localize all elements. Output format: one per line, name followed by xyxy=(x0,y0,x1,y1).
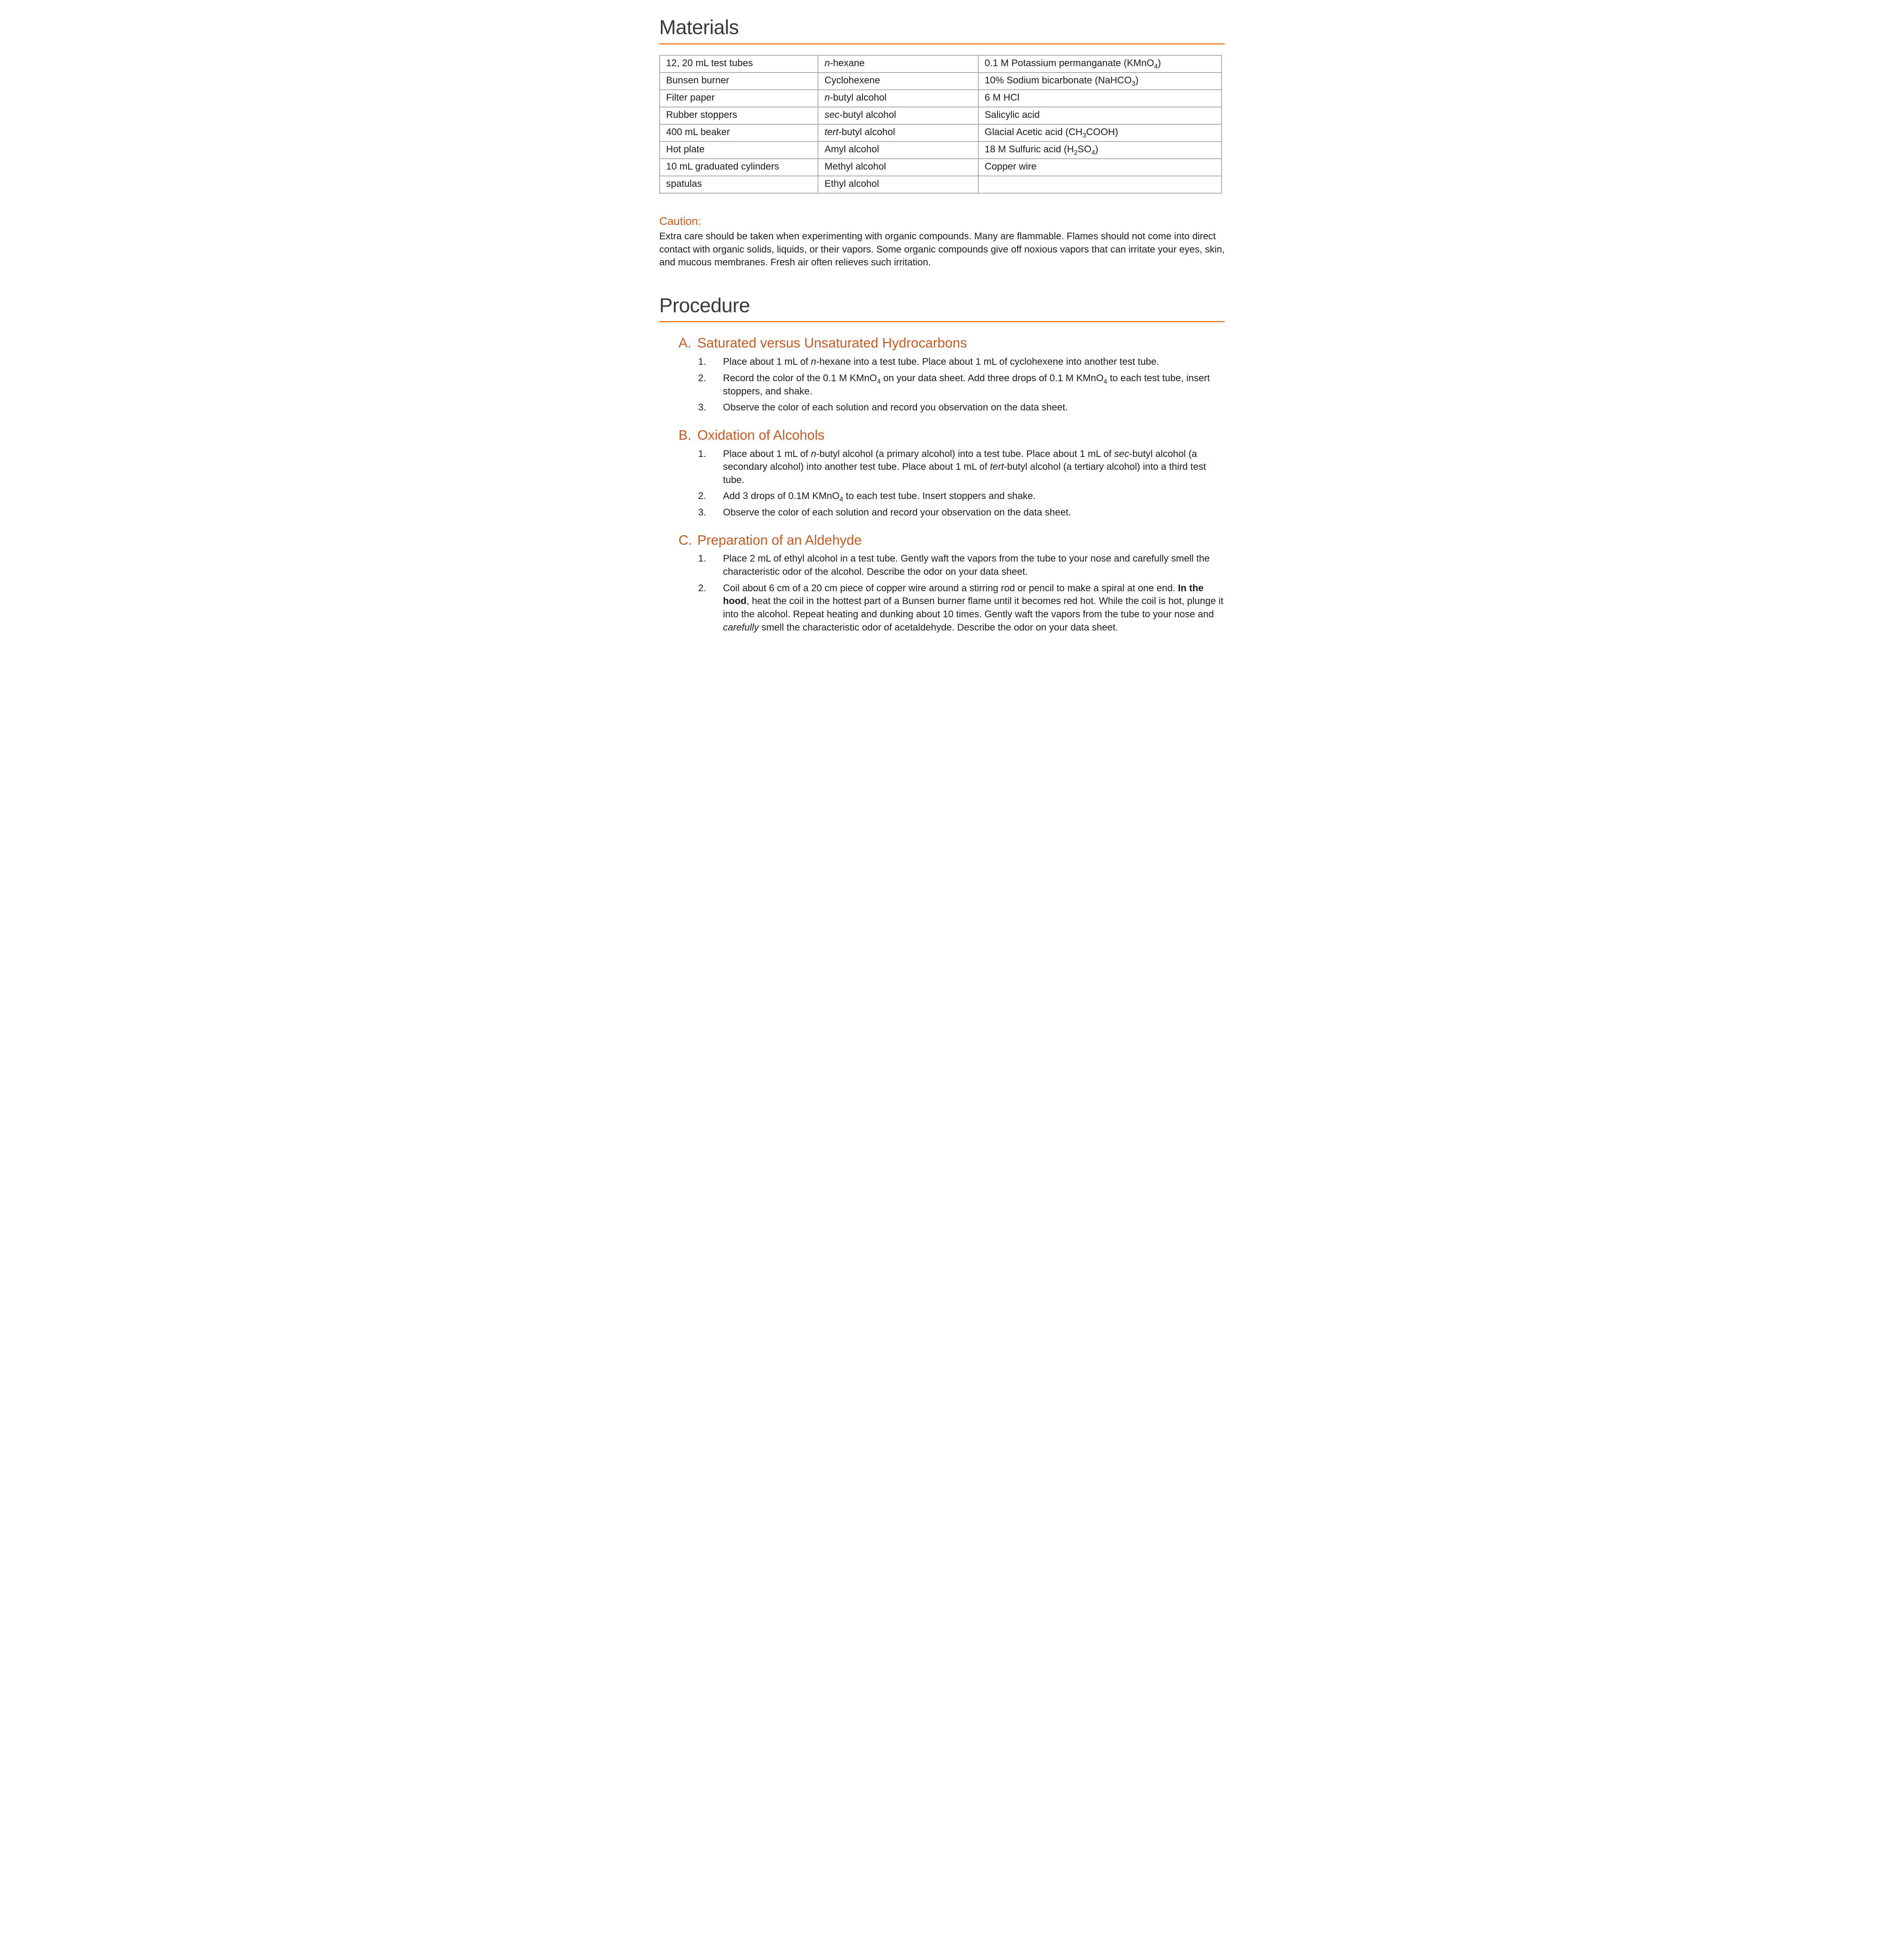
table-cell: 0.1 M Potassium permanganate (KMnO$_4$) xyxy=(978,55,1222,73)
procedure-accent-rule xyxy=(659,321,1225,322)
step-text: Place about 1 mL of n-butyl alcohol (a primary alcohol) into a test tube. Place about 1 mL of sec-butyl alcohol (a secondary alcohol) into another test tube. Place about 1 mL of tert-butyl alcohol (a tertiary alcohol) into a third test tube. xyxy=(723,448,1206,485)
section-heading xyxy=(678,335,1225,352)
step-text: Add 3 drops of 0.1M KMnO$_4$ to each test tube. Insert stoppers and shake. xyxy=(723,491,1036,503)
procedure-heading: Procedure xyxy=(659,294,750,317)
table-cell xyxy=(978,176,1222,193)
step-text: Record the color of the 0.1 M KMnO$_4$ on your data sheet. Add three drops of 0.1 M KMnO$_4$ to each test tube, insert stoppers, and shake. xyxy=(723,372,1210,397)
table-row xyxy=(660,141,1222,159)
table-cell: 400 mL beaker xyxy=(660,124,818,141)
table-row xyxy=(660,55,1222,73)
step-list xyxy=(698,552,1225,634)
materials-accent-rule xyxy=(659,43,1225,44)
table-cell: Methyl alcohol xyxy=(818,159,978,176)
table-row xyxy=(660,90,1222,107)
step-list xyxy=(698,356,1225,414)
section-heading xyxy=(678,532,1225,549)
table-cell: n-butyl alcohol xyxy=(818,90,978,107)
step-item xyxy=(698,582,1225,634)
step-text: Coil about 6 cm of a 20 cm piece of copper wire around a stirring rod or pencil to make a spiral at one end. In the hood, heat the coil in the hottest part of a Bunsen burner flame until it becomes red hot. While the coil is hot, plunge it into the alcohol. Repeat heating and dunking about 10 times. Gently waft the vapors from the tube to your nose and carefully smell the characteristic odor of acetaldehyde. Describe the odor on your data sheet. xyxy=(723,582,1224,633)
section-title: Preparation of an Aldehyde xyxy=(697,532,862,548)
step-text: Place 2 mL of ethyl alcohol in a test tube. Gently waft the vapors from the tube to your nose and carefully smell the characteristic odor of the alcohol. Describe the odor on your data sheet. xyxy=(723,553,1210,578)
step-number: 2. xyxy=(698,372,707,384)
section-title: Oxidation of Alcohols xyxy=(697,427,825,443)
section-title: Saturated versus Unsaturated Hydrocarbons xyxy=(697,335,967,351)
step-item xyxy=(698,448,1225,487)
caution-heading: Caution: xyxy=(659,214,701,227)
step-number: 3. xyxy=(698,402,707,413)
table-cell: Filter paper xyxy=(660,90,818,107)
step-item xyxy=(698,356,1225,369)
table-cell: Amyl alcohol xyxy=(818,141,978,159)
materials-table-body xyxy=(660,55,1222,193)
step-item xyxy=(698,401,1225,414)
table-cell: tert-butyl alcohol xyxy=(818,124,978,141)
procedure-sections xyxy=(659,335,1225,634)
step-number: 1. xyxy=(698,553,707,564)
step-number: 2. xyxy=(698,582,707,594)
caution-block xyxy=(659,214,1225,269)
table-cell: sec-butyl alcohol xyxy=(818,107,978,124)
step-item xyxy=(698,506,1225,519)
table-cell: Cyclohexene xyxy=(818,73,978,90)
table-cell: 6 M HCl xyxy=(978,90,1222,107)
table-cell: 12, 20 mL test tubes xyxy=(660,55,818,73)
table-cell: Salicylic acid xyxy=(978,107,1222,124)
table-row xyxy=(660,159,1222,176)
table-row xyxy=(660,73,1222,90)
table-cell: Rubber stoppers xyxy=(660,107,818,124)
step-number: 3. xyxy=(698,507,707,518)
step-item xyxy=(698,372,1225,398)
table-cell: n-hexane xyxy=(818,55,978,73)
table-cell: Bunsen burner xyxy=(660,73,818,90)
table-cell: 10% Sodium bicarbonate (NaHCO$_3$) xyxy=(978,73,1222,90)
caution-text: Extra care should be taken when experimenting with organic compounds. Many are flammable. Flames should not come into direct contact with organic solids, liquids, or their vapors. Some organic compounds give off noxious vapors that can irritate your eyes, skin, and mucous membranes. Fresh air often relieves such irritation. xyxy=(659,231,1225,268)
table-cell: 10 mL graduated cylinders xyxy=(660,159,818,176)
table-cell: Glacial Acetic acid $(CH_3COOH)$ xyxy=(978,124,1222,141)
step-number: 1. xyxy=(698,356,707,368)
step-text: Place about 1 mL of n-hexane into a test tube. Place about 1 mL of cyclohexene into another test tube. xyxy=(723,356,1159,368)
section-letter: B. xyxy=(678,427,692,443)
step-item xyxy=(698,490,1225,503)
section-letter: C. xyxy=(678,532,692,548)
procedure-section-a xyxy=(659,335,1225,414)
procedure-title-wrap xyxy=(659,294,1225,323)
table-cell: Ethyl alcohol xyxy=(818,176,978,193)
materials-table xyxy=(659,55,1222,194)
table-row xyxy=(660,107,1222,124)
materials-heading: Materials xyxy=(659,16,739,38)
document-page xyxy=(628,0,1256,653)
section-letter: A. xyxy=(678,335,692,351)
table-cell: Copper wire xyxy=(978,159,1222,176)
table-row xyxy=(660,176,1222,193)
table-cell: 18 M Sulfuric acid $(H_2SO_4)$ xyxy=(978,141,1222,159)
step-number: 2. xyxy=(698,491,707,502)
step-list xyxy=(698,448,1225,519)
table-cell: spatulas xyxy=(660,176,818,193)
step-text: Observe the color of each solution and record your observation on the data sheet. xyxy=(723,507,1071,518)
step-text: Observe the color of each solution and record you observation on the data sheet. xyxy=(723,402,1068,413)
table-cell: Hot plate xyxy=(660,141,818,159)
procedure-section-c xyxy=(659,532,1225,634)
step-item xyxy=(698,552,1225,578)
section-heading xyxy=(678,427,1225,444)
table-row xyxy=(660,124,1222,141)
step-number: 1. xyxy=(698,448,707,459)
procedure-section-b xyxy=(659,427,1225,519)
